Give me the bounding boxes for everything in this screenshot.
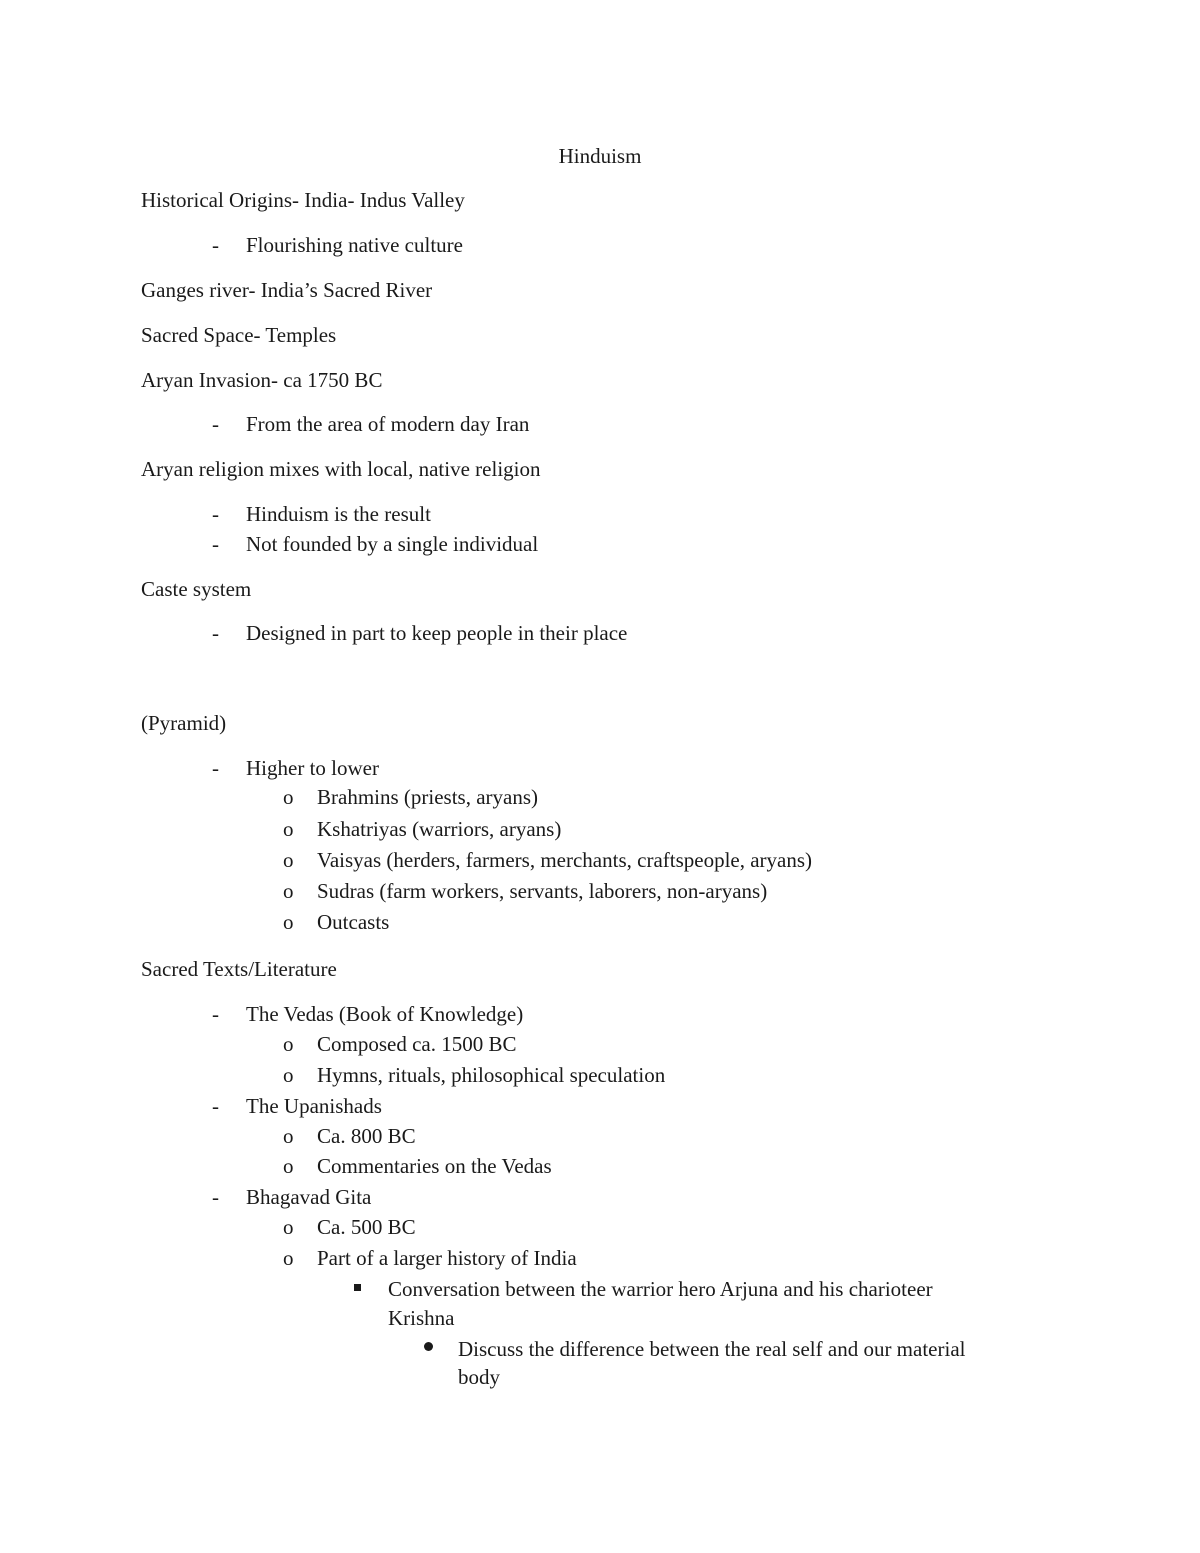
circle-marker: o bbox=[283, 1124, 294, 1148]
list-item-gita-conversation: Conversation between the warrior hero Arjuna and his charioteer bbox=[388, 1277, 933, 1301]
page-title: Hinduism bbox=[558, 144, 642, 168]
circle-marker: o bbox=[283, 1063, 294, 1087]
circle-marker: o bbox=[283, 910, 294, 934]
bullet-iran: From the area of modern day Iran bbox=[246, 412, 530, 436]
list-item-gita-history: Part of a larger history of India bbox=[317, 1246, 577, 1270]
list-item-gita-date: Ca. 500 BC bbox=[317, 1215, 416, 1239]
heading-sacred-space: Sacred Space- Temples bbox=[141, 323, 337, 347]
bullet-gita: Bhagavad Gita bbox=[246, 1185, 372, 1209]
circle-marker: o bbox=[283, 848, 294, 872]
bullet-vedas: The Vedas (Book of Knowledge) bbox=[246, 1002, 524, 1026]
dash-marker: - bbox=[212, 502, 219, 526]
list-item-gita-discuss-cont: body bbox=[458, 1365, 500, 1389]
bullet-higher-lower: Higher to lower bbox=[246, 756, 379, 780]
circle-marker: o bbox=[283, 1246, 294, 1270]
heading-caste: Caste system bbox=[141, 577, 252, 601]
list-item-vedas-hymns: Hymns, rituals, philosophical speculation bbox=[317, 1063, 666, 1087]
bullet-not-founded: Not founded by a single individual bbox=[246, 532, 539, 556]
circle-marker: o bbox=[283, 1215, 294, 1239]
list-item-upanishads-commentaries: Commentaries on the Vedas bbox=[317, 1154, 552, 1178]
dash-marker: - bbox=[212, 1185, 219, 1209]
heading-aryan-invasion: Aryan Invasion- ca 1750 BC bbox=[141, 368, 383, 392]
heading-ganges: Ganges river- India’s Sacred River bbox=[141, 278, 433, 302]
circle-marker: o bbox=[283, 1032, 294, 1056]
dash-marker: - bbox=[212, 1002, 219, 1026]
circle-marker: o bbox=[283, 1154, 294, 1178]
dash-marker: - bbox=[212, 532, 219, 556]
heading-aryan-religion: Aryan religion mixes with local, native religion bbox=[141, 457, 541, 481]
bullet-caste-purpose: Designed in part to keep people in their place bbox=[246, 621, 628, 645]
heading-pyramid: (Pyramid) bbox=[141, 711, 227, 735]
circle-marker: o bbox=[283, 785, 294, 809]
list-item-upanishads-date: Ca. 800 BC bbox=[317, 1124, 416, 1148]
square-bullet-icon bbox=[354, 1284, 361, 1291]
dash-marker: - bbox=[212, 233, 219, 257]
circle-marker: o bbox=[283, 879, 294, 903]
bullet-native-culture: Flourishing native culture bbox=[246, 233, 463, 257]
list-item-brahmins: Brahmins (priests, aryans) bbox=[317, 785, 539, 809]
heading-origins: Historical Origins- India- Indus Valley bbox=[141, 188, 465, 212]
bullet-upanishads: The Upanishads bbox=[246, 1094, 382, 1118]
list-item-gita-conversation-cont: Krishna bbox=[388, 1306, 455, 1330]
list-item-outcasts: Outcasts bbox=[317, 910, 390, 934]
list-item-kshatriyas: Kshatriyas (warriors, aryans) bbox=[317, 817, 562, 841]
dash-marker: - bbox=[212, 756, 219, 780]
list-item-vaisyas: Vaisyas (herders, farmers, merchants, craftspeople, aryans) bbox=[317, 848, 813, 872]
dash-marker: - bbox=[212, 412, 219, 436]
heading-sacred-texts: Sacred Texts/Literature bbox=[141, 957, 337, 981]
bullet-hinduism-result: Hinduism is the result bbox=[246, 502, 431, 526]
circle-marker: o bbox=[283, 817, 294, 841]
list-item-vedas-composed: Composed ca. 1500 BC bbox=[317, 1032, 517, 1056]
list-item-gita-discuss: Discuss the difference between the real self and our material bbox=[458, 1337, 966, 1361]
dash-marker: - bbox=[212, 1094, 219, 1118]
dash-marker: - bbox=[212, 621, 219, 645]
list-item-sudras: Sudras (farm workers, servants, laborers, non-aryans) bbox=[317, 879, 768, 903]
round-bullet-icon bbox=[424, 1342, 433, 1351]
